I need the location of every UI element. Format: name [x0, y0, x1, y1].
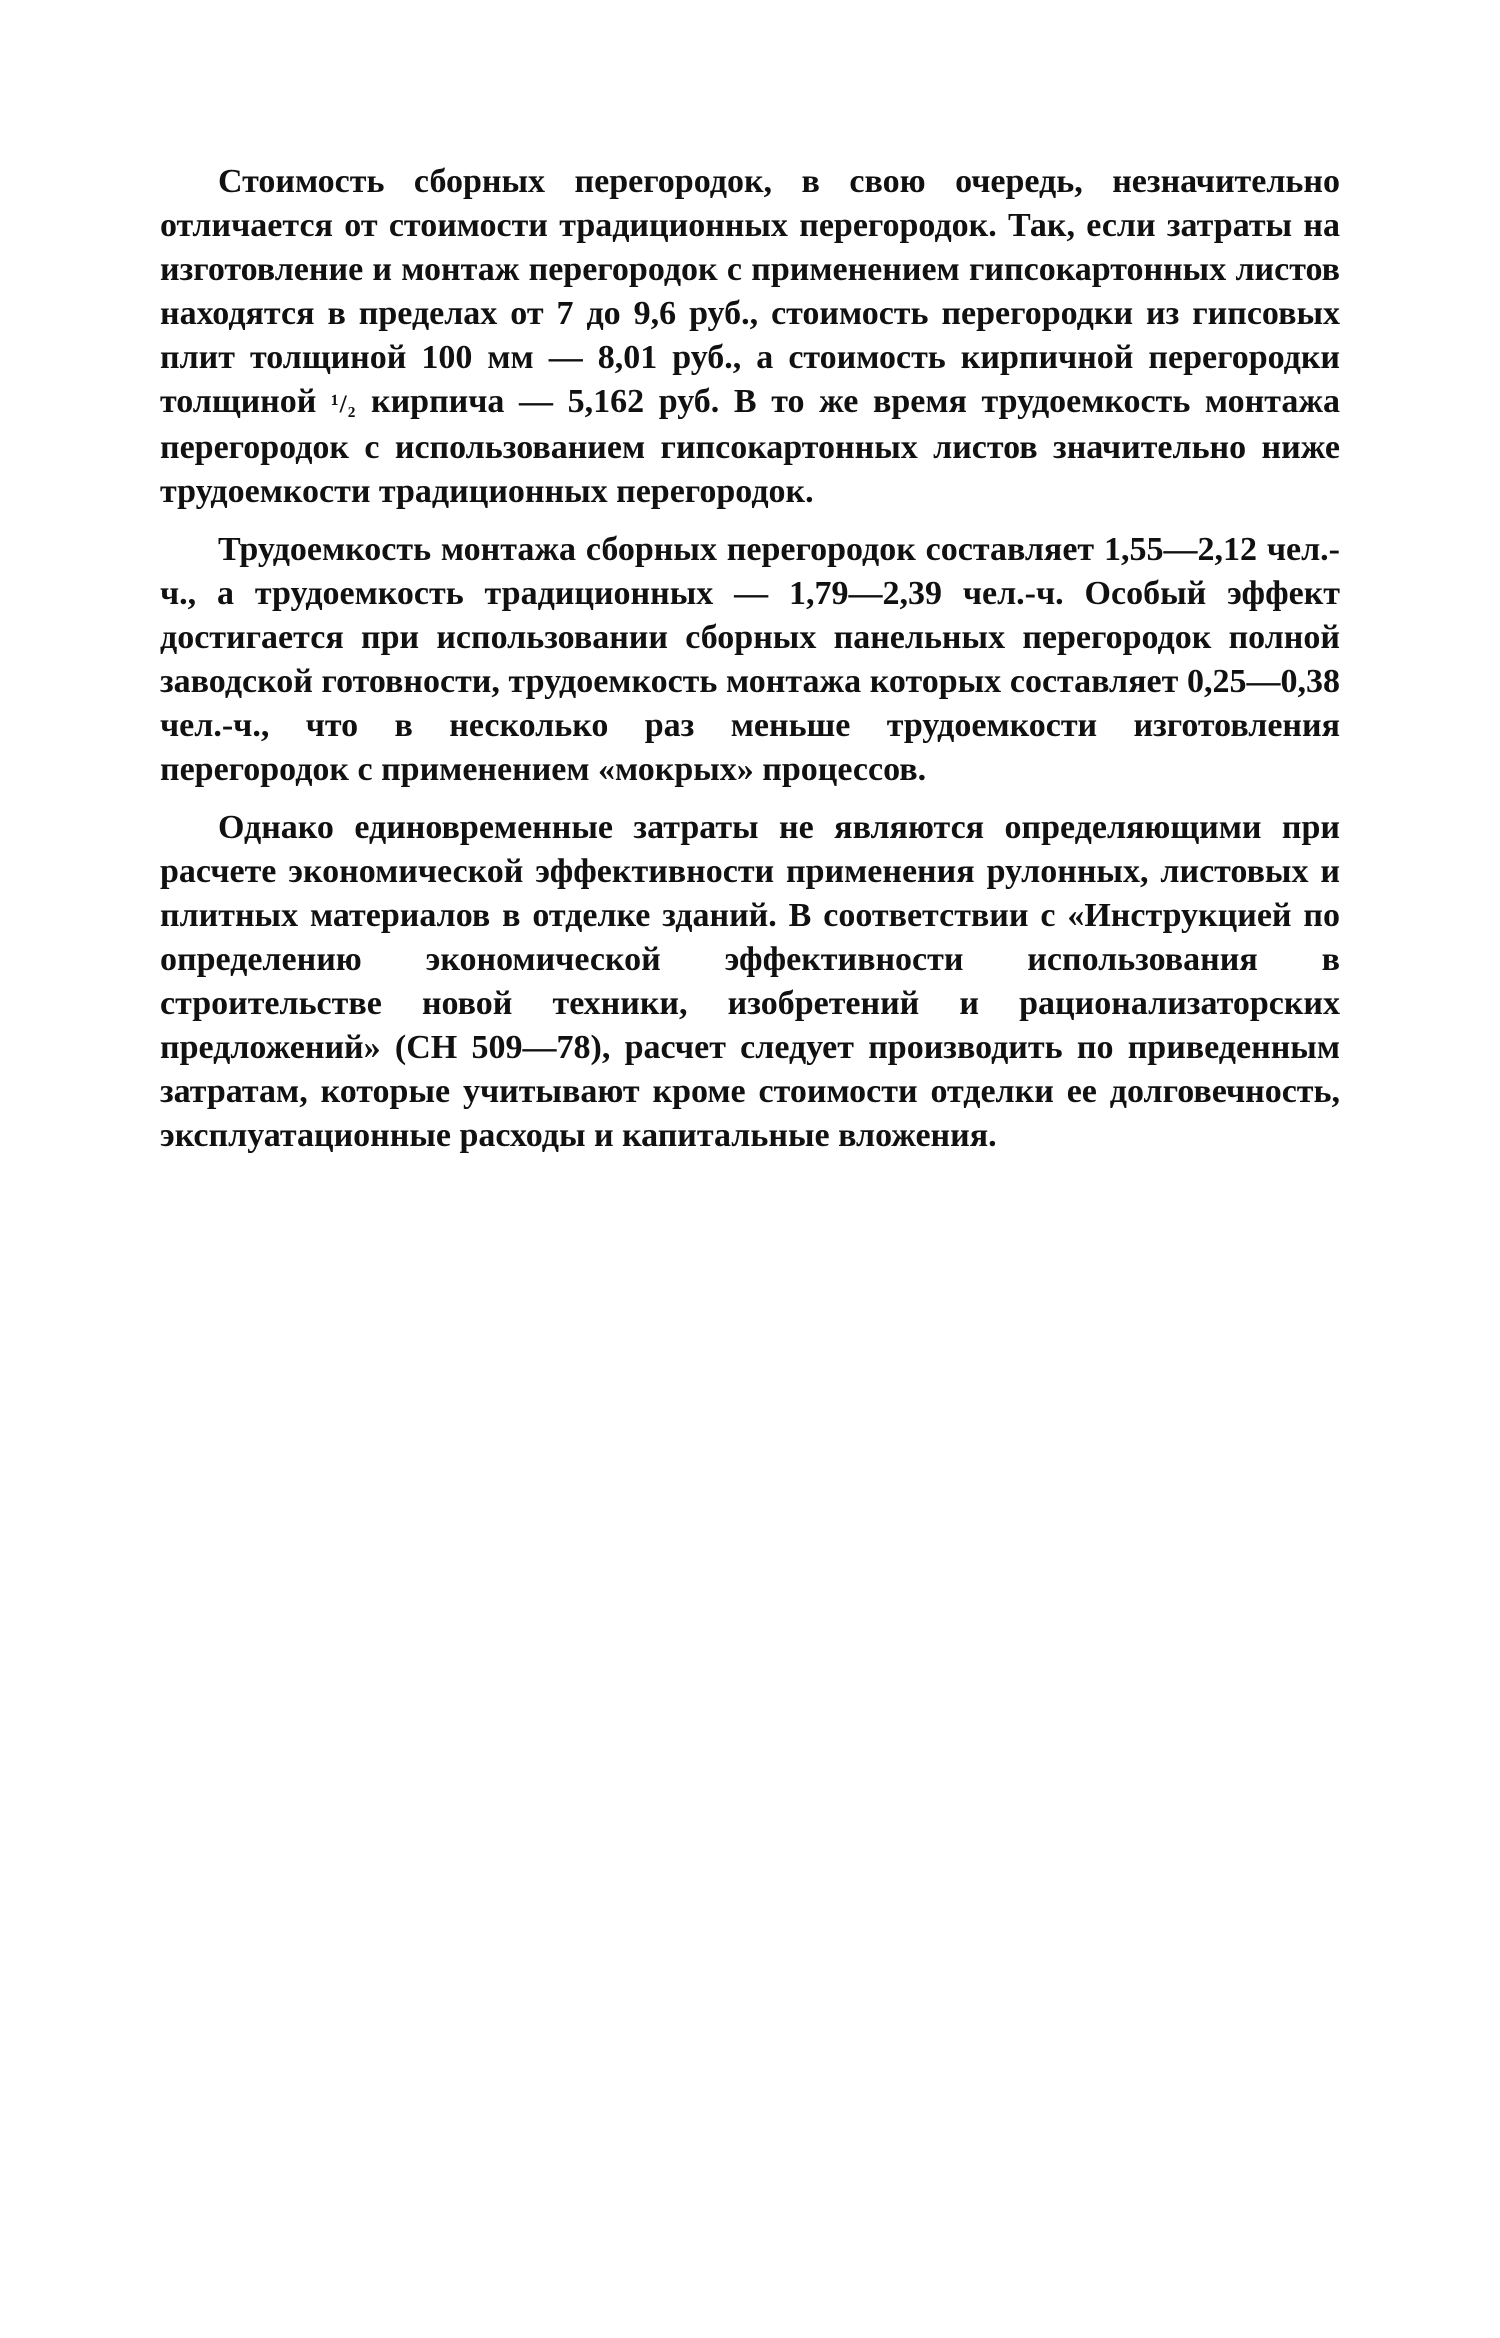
fraction-one-half: ¹/₂ [330, 389, 357, 418]
paragraph-1 [160, 160, 1340, 514]
paragraph-1-text-after: кирпича — 5,162 руб. В то же время трудоемкость монтажа перегородок с использованием гипсокартонных листов значительно ниже трудоемкости традиционных перегородок. [160, 383, 1341, 510]
paragraph-3: Однако единовременные затраты не являются определяющими при расчете экономической эффективности применения рулонных, листовых и плитных материалов в отделке зданий. В соответствии с «Инструкцией по определению экономической эффективности использования в строительстве новой техники, изобретений и рационализаторских предложений» (СН 509—78), расчет следует производить по приведенным затратам, которые учитывают кроме стоимости отделки ее долговечность, эксплуатационные расходы и капитальные вложения. [160, 809, 1340, 1154]
paragraph-1-text: Стоимость сборных перегородок, в свою очередь, незначительно отличается от стоимости традиционных перегородок. Так, если затраты на изготовление и монтаж перегородок с применением гипсокартонных листов находятся в пределах от 7 до 9,6 руб., стоимость перегородки из гипсовых плит толщиной 100 мм — 8,01 руб., а стоимость кирпичной перегородки толщиной [160, 163, 1340, 420]
body-text [160, 160, 1340, 1172]
paragraph-2: Трудоемкость монтажа сборных перегородок составляет 1,55—2,12 чел.-ч., а трудоемкость традиционных — 1,79—2,39 чел.-ч. Особый эффект достигается при использовании сборных панельных перегородок полной заводской готовности, трудоемкость монтажа которых составляет 0,25—0,38 чел.-ч., что в несколько раз меньше трудоемкости изготовления перегородок с применением «мокрых» процессов. [160, 531, 1340, 788]
